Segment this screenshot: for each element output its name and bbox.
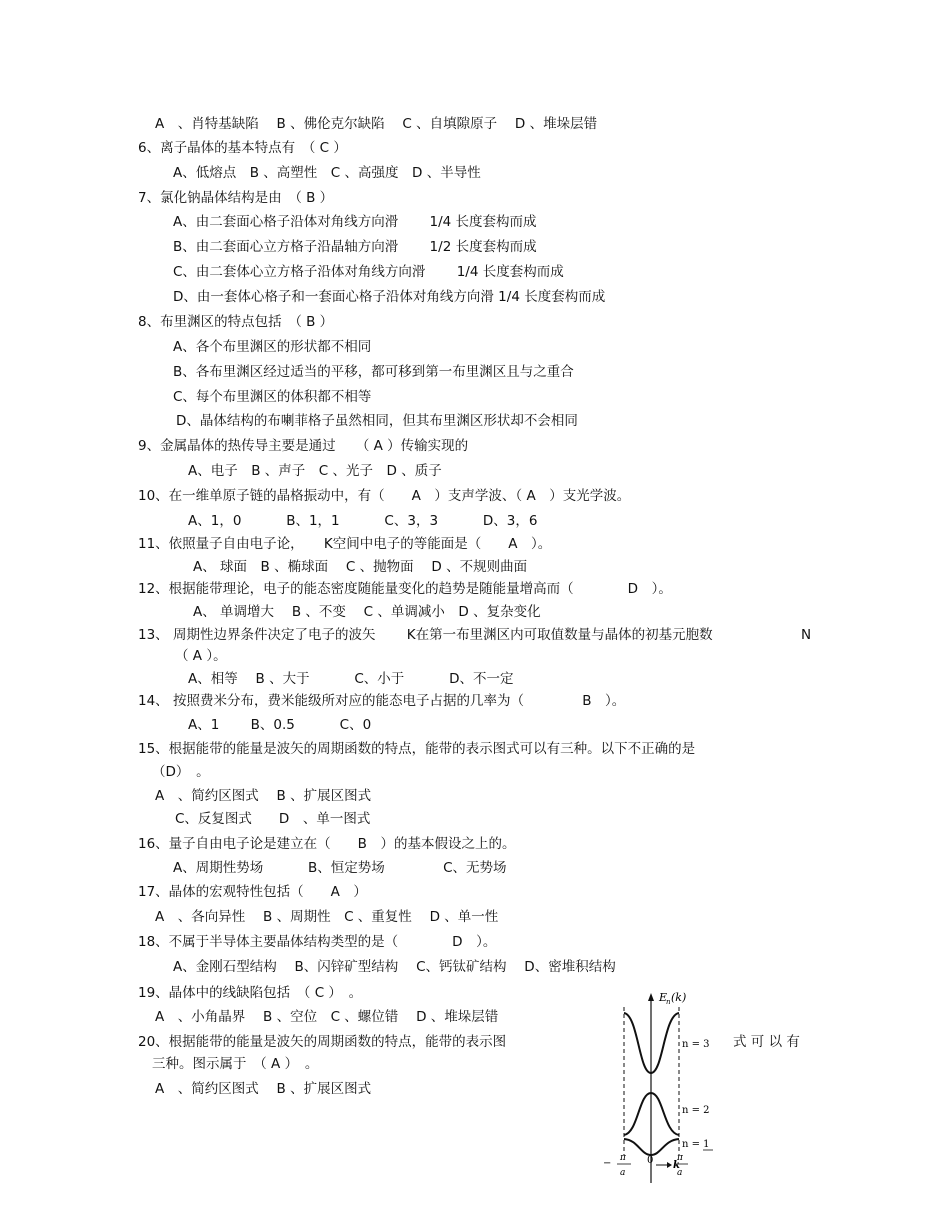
q6-question: 6、离子晶体的基本特点有 （ C ） <box>138 140 347 156</box>
q16-options: A、周期性势场 B、恒定势场 C、无势场 <box>173 860 507 876</box>
band-label-n3: n = 3 <box>682 1039 710 1050</box>
left-bound-denominator: a <box>620 1168 626 1178</box>
q17-options: A 、各向异性 B 、周期性 C 、重复性 D 、单一性 <box>155 909 499 925</box>
q20-question-tail: 式 可 以 有 <box>733 1034 800 1050</box>
band-label-n2: n = 2 <box>682 1105 710 1116</box>
q7-option-d: D、由一套体心格子和一套面心格子沿体对角线方向滑 1/4 长度套构而成 <box>173 289 606 305</box>
q16-question: 16、量子自由电子论是建立在（ B ）的基本假设之上的。 <box>138 836 516 852</box>
right-bound-numerator: π <box>677 1153 683 1163</box>
q15-question: 15、根据能带的能量是波矢的周期函数的特点，能带的表示图式可以有三种。以下不正确的是 <box>138 741 696 757</box>
q8-option-c: C、每个布里渊区的体积都不相等 <box>173 389 372 405</box>
band-structure-figure <box>598 985 718 1185</box>
left-bound-numerator: π <box>620 1153 626 1163</box>
q20-options: A 、简约区图式 B 、扩展区图式 <box>155 1081 372 1097</box>
energy-axis-label-main: E <box>659 991 668 1004</box>
q13-options: A、相等 B 、大于 C、小于 D、不一定 <box>188 671 514 687</box>
q13-question-tail: N <box>801 627 812 643</box>
q11-question: 11、依照量子自由电子论， K空间中电子的等能面是（ A ）。 <box>138 536 552 552</box>
q18-options: A、金刚石型结构 B、闪锌矿型结构 C、钙钛矿结构 D、密堆积结构 <box>173 959 616 975</box>
q12-question: 12、根据能带理论，电子的能态密度随能量变化的趋势是随能量增高而（ D ）。 <box>138 581 672 597</box>
q13-answer: （ A ）。 <box>175 648 227 664</box>
q15-options-ab: A 、简约区图式 B 、扩展区图式 <box>155 788 372 804</box>
q20-question: 20、根据能带的能量是波矢的周期函数的特点，能带的表示图 <box>138 1034 507 1050</box>
q17-question: 17、晶体的宏观特性包括（ A ） <box>138 884 367 900</box>
q20-question-line2: 三种。图示属于 （ A ） 。 <box>152 1056 319 1072</box>
k-axis-arrow-icon <box>667 1162 672 1168</box>
q15-options-cd: C、反复图式 D 、单一图式 <box>175 811 371 827</box>
q18-question: 18、不属于半导体主要晶体结构类型的是（ D ）。 <box>138 934 497 950</box>
q19-options: A 、小角晶界 B 、空位 C 、螺位错 D 、堆垛层错 <box>155 1009 499 1025</box>
energy-axis-label-arg: (k) <box>671 991 687 1004</box>
q8-option-a: A、各个布里渊区的形状都不相同 <box>173 339 372 355</box>
q19-question: 19、晶体中的线缺陷包括 （ C ） 。 <box>138 985 363 1001</box>
q14-options: A、1 B、0.5 C、0 <box>188 717 372 733</box>
q8-option-d: D、晶体结构的布喇菲格子虽然相同，但其布里渊区形状却不会相同 <box>176 413 578 429</box>
q7-option-b: B、由二套面心立方格子沿晶轴方向滑 1/2 长度套构而成 <box>173 239 537 255</box>
q7-question: 7、氯化钠晶体结构是由 （ B ） <box>138 190 334 206</box>
q9-options: A、电子 B 、声子 C 、光子 D 、质子 <box>188 463 442 479</box>
q10-options: A、1，0 B、1，1 C、3，3 D、3，6 <box>188 513 538 529</box>
q10-question: 10、在一维单原子链的晶格振动中，有（ A ）支声学波、（ A ）支光学波。 <box>138 488 631 504</box>
k-axis-label: k <box>673 1160 680 1171</box>
energy-axis-arrow-icon <box>648 993 654 1001</box>
left-bound-sign: − <box>603 1158 612 1169</box>
q7-option-c: C、由二套体心立方格子沿体对角线方向滑 1/4 长度套构而成 <box>173 264 564 280</box>
q7-option-a: A、由二套面心格子沿体对角线方向滑 1/4 长度套构而成 <box>173 214 537 230</box>
origin-label: 0 <box>647 1155 654 1166</box>
q8-option-b: B、各布里渊区经过适当的平移，都可移到第一布里渊区且与之重合 <box>173 364 574 380</box>
q12-options: A、 单调增大 B 、不变 C 、单调减小 D 、复杂变化 <box>193 604 541 620</box>
q6-options: A、低熔点 B 、高塑性 C 、高强度 D 、半导性 <box>173 165 481 181</box>
q15-answer: （D） 。 <box>152 764 210 780</box>
band-label-n1: n = 1 <box>682 1139 710 1150</box>
q11-options: A、 球面 B 、椭球面 C 、抛物面 D 、不规则曲面 <box>193 559 528 575</box>
right-bound-denominator: a <box>677 1168 683 1178</box>
energy-axis-label-sub: n <box>666 998 671 1006</box>
q5-options: A 、肖特基缺陷 B 、佛伦克尔缺陷 C 、自填隙原子 D 、堆垛层错 <box>155 116 598 132</box>
q13-question: 13、 周期性边界条件决定了电子的波矢 K在第一布里渊区内可取值数量与晶体的初基元胞数 <box>138 627 713 643</box>
q14-question: 14、 按照费米分布，费米能级所对应的能态电子占据的几率为（ B ）。 <box>138 693 626 709</box>
q9-question: 9、金属晶体的热传导主要是通过 （ A ）传输实现的 <box>138 438 469 454</box>
q8-question: 8、布里渊区的特点包括 （ B ） <box>138 314 334 330</box>
